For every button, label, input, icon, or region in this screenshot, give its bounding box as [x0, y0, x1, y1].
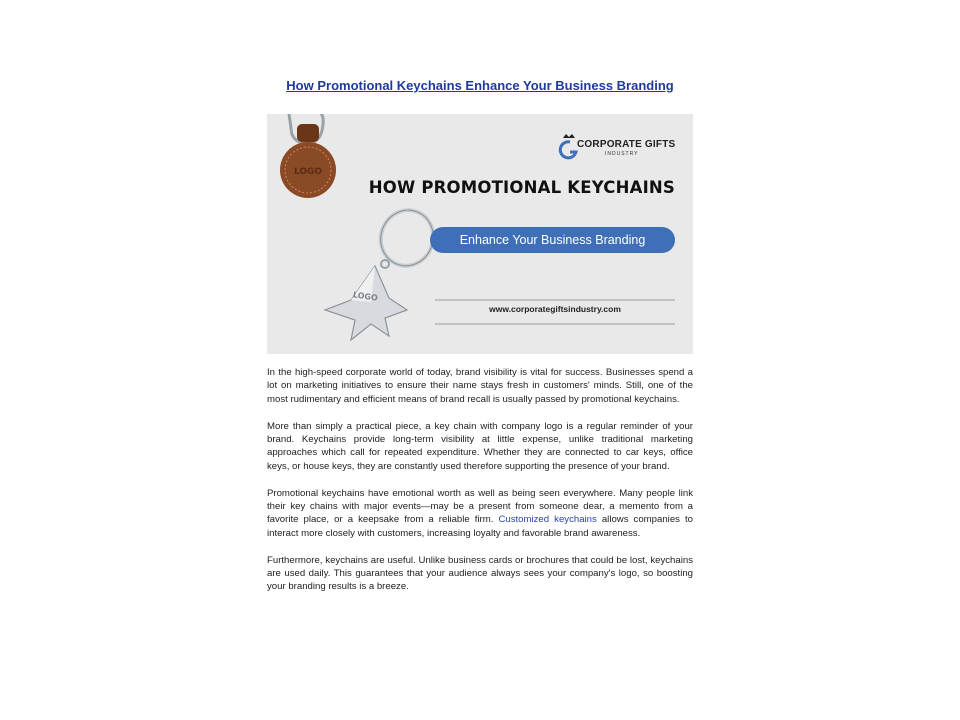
paragraph-4: Furthermore, keychains are useful. Unlike business cards or brochures that could be lost, keychains are used daily. This guarantees that your audience always sees your company's logo, so boosting your branding results is a breeze. [267, 554, 693, 593]
brand-name: CORPORATE GIFTS [577, 139, 676, 150]
brand-logo-mark [560, 134, 576, 158]
banner-url: www.corporategiftsindustry.com [489, 304, 621, 314]
star-keychain [325, 203, 441, 340]
paragraph-1: In the high-speed corporate world of today, brand visibility is vital for success. Businesses spend a lot on marketing initiatives to ensure their name stays fresh in customers' minds. Still, one of the most rudimentary and efficient means of brand recall is usually passed by promotional keychains. [267, 367, 693, 405]
leather-tag-text: LOGO [293, 167, 323, 177]
banner-image [267, 114, 693, 354]
customized-keychains-link[interactable]: Customized keychains [498, 514, 597, 526]
brand-subtitle: INDUSTRY [605, 151, 639, 157]
banner-tagline-pill: Enhance Your Business Branding [430, 227, 675, 253]
paragraph-3 [267, 487, 693, 541]
paragraph-3-text-a: Promotional keychains have emotional worth as well as being seen everywhere. Many people link their key chains with major events—may be a present from someone dear, a memento from a favorite place, or a keepsake from a reliable firm. [267, 487, 693, 526]
leather-keychain [280, 114, 336, 198]
banner-headline: HOW PROMOTIONAL KEYCHAINS [368, 178, 675, 197]
paragraph-2: More than simply a practical piece, a key chain with company logo is a regular reminder of your brand. Keychains provide long-term visibility at little expense, unlike traditional marketing approaches which call for repeated expenditure. Whether they are connected to car keys, office keys, or house keys, they are constantly used therefore supporting the presence of your brand. [267, 420, 693, 472]
article-body [267, 366, 693, 607]
page-title[interactable]: How Promotional Keychains Enhance Your Business Branding [286, 78, 674, 93]
paragraph-3-text-b: allows companies to interact more closely with customers, increasing loyalty and favorable brand awareness. [267, 514, 693, 539]
star-tag-text: LOGO [352, 290, 379, 303]
